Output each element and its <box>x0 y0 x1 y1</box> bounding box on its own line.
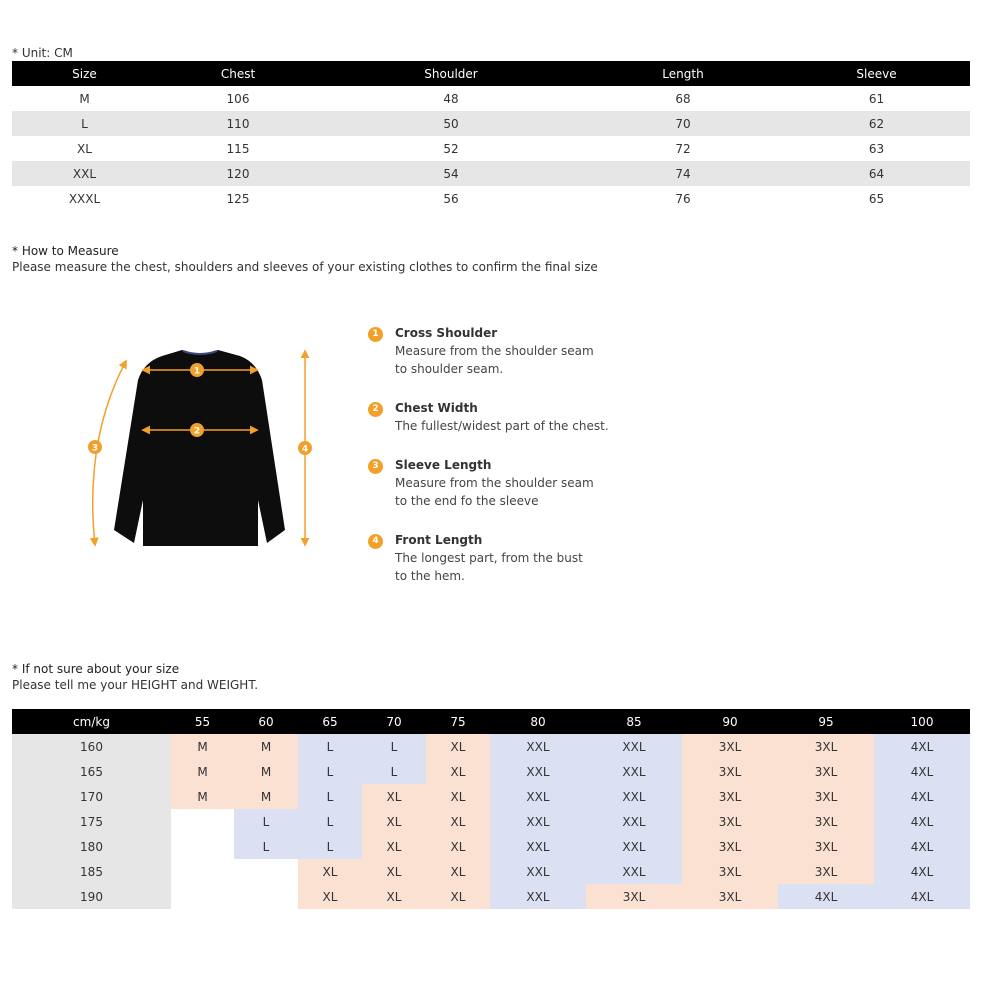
size-recommendation-cell: 3XL <box>778 859 874 884</box>
table-row <box>12 859 970 884</box>
size-recommendation-cell: XL <box>362 859 426 884</box>
header-sleeve: Sleeve <box>783 61 970 86</box>
size-help-description: Please tell me your HEIGHT and WEIGHT. <box>12 678 259 692</box>
cell-sleeve: 62 <box>783 111 970 136</box>
header-weight: 80 <box>490 709 586 734</box>
size-recommendation-cell: XXL <box>490 884 586 909</box>
size-recommendation-cell: L <box>362 734 426 759</box>
height-weight-table <box>12 709 970 909</box>
size-recommendation-cell: 4XL <box>874 734 970 759</box>
header-weight: 55 <box>171 709 234 734</box>
size-recommendation-cell: XL <box>426 809 490 834</box>
size-recommendation-cell: 3XL <box>778 809 874 834</box>
size-recommendation-cell: 3XL <box>778 734 874 759</box>
cell-size: L <box>12 111 157 136</box>
header-weight: 65 <box>298 709 362 734</box>
size-recommendation-cell: L <box>298 834 362 859</box>
cell-chest: 120 <box>157 161 319 186</box>
table-row <box>12 784 970 809</box>
size-recommendation-cell: 3XL <box>682 809 778 834</box>
size-recommendation-cell: XL <box>362 884 426 909</box>
height-cell: 185 <box>12 859 171 884</box>
size-recommendation-cell: XL <box>426 784 490 809</box>
cell-sleeve: 64 <box>783 161 970 186</box>
size-recommendation-cell: 4XL <box>874 809 970 834</box>
cell-size: XXL <box>12 161 157 186</box>
size-recommendation-cell: 4XL <box>874 834 970 859</box>
size-recommendation-cell: L <box>298 784 362 809</box>
how-to-measure-description: Please measure the chest, shoulders and sleeves of your existing clothes to confirm the final size <box>12 260 598 274</box>
size-recommendation-cell: XL <box>362 834 426 859</box>
cell-chest: 110 <box>157 111 319 136</box>
cell-chest: 106 <box>226 91 250 106</box>
size-recommendation-cell: XXL <box>586 809 682 834</box>
step-number-badge: 3 <box>368 459 383 474</box>
cell-chest: 115 <box>226 141 250 156</box>
size-recommendation-cell: L <box>234 834 298 859</box>
size-recommendation-cell: L <box>362 759 426 784</box>
header-shoulder: Shoulder <box>319 61 583 86</box>
size-recommendation-cell: M <box>234 734 298 759</box>
header-cm-kg: cm/kg <box>12 709 171 734</box>
cell-size: XL <box>77 141 92 156</box>
cell-length: 72 <box>675 141 691 156</box>
cell-size: XXXL <box>68 191 101 206</box>
step-front-length <box>366 531 626 585</box>
table-row <box>12 186 970 211</box>
size-recommendation-cell: M <box>171 784 234 809</box>
size-recommendation-cell: 4XL <box>874 784 970 809</box>
header-weight: 60 <box>234 709 298 734</box>
size-recommendation-cell: L <box>298 734 362 759</box>
step-description: Measure from the shoulder seam to the end fo the sleeve <box>395 476 594 508</box>
size-recommendation-cell: XL <box>426 734 490 759</box>
header-weight: 75 <box>426 709 490 734</box>
marker-3-label: 3 <box>91 443 99 454</box>
sweater-diagram-svg <box>80 340 320 555</box>
cell-sleeve: 65 <box>868 191 885 206</box>
size-recommendation-cell: XXL <box>490 859 586 884</box>
size-recommendation-cell: XL <box>362 809 426 834</box>
size-recommendation-cell: XXL <box>586 784 682 809</box>
cell-length: 70 <box>583 111 783 136</box>
size-recommendation-cell: 3XL <box>778 834 874 859</box>
size-recommendation-cell: 3XL <box>682 759 778 784</box>
cell-shoulder: 48 <box>443 91 459 106</box>
size-recommendation-cell: L <box>234 809 298 834</box>
size-recommendation-cell: 4XL <box>778 884 874 909</box>
header-weight: 90 <box>682 709 778 734</box>
step-title: Chest Width <box>395 401 478 415</box>
size-recommendation-cell: 3XL <box>586 884 682 909</box>
header-size: Size <box>12 61 157 86</box>
step-number-badge: 1 <box>368 327 383 342</box>
size-recommendation-cell <box>171 859 234 884</box>
size-recommendation-cell: 4XL <box>874 859 970 884</box>
size-recommendation-cell: XL <box>362 784 426 809</box>
size-recommendation-cell: XXL <box>586 859 682 884</box>
size-recommendation-cell: 3XL <box>682 784 778 809</box>
size-recommendation-cell: XL <box>298 859 362 884</box>
size-recommendation-cell: XL <box>298 884 362 909</box>
height-cell: 165 <box>12 759 171 784</box>
size-recommendation-cell: XL <box>426 759 490 784</box>
size-recommendation-cell: 4XL <box>874 759 970 784</box>
header-chest: Chest <box>157 61 319 86</box>
size-recommendation-cell: M <box>234 784 298 809</box>
step-title: Cross Shoulder <box>395 326 498 340</box>
size-recommendation-cell: XXL <box>586 734 682 759</box>
size-recommendation-cell: 3XL <box>778 784 874 809</box>
size-recommendation-cell: XXL <box>490 809 586 834</box>
size-recommendation-cell: XXL <box>490 834 586 859</box>
cell-shoulder: 50 <box>319 111 583 136</box>
table-row <box>12 86 970 111</box>
cell-shoulder: 52 <box>443 141 459 156</box>
cell-size: M <box>79 91 90 106</box>
height-cell: 180 <box>12 834 171 859</box>
size-recommendation-cell: M <box>171 759 234 784</box>
cell-chest: 125 <box>226 191 250 206</box>
marker-1-label: 1 <box>193 366 201 377</box>
table-row <box>12 111 970 136</box>
size-recommendation-cell: L <box>298 759 362 784</box>
step-description: Measure from the shoulder seam to shoulder seam. <box>395 344 594 376</box>
size-recommendation-cell <box>171 834 234 859</box>
marker-2-label: 2 <box>193 426 201 437</box>
height-cell: 160 <box>12 734 171 759</box>
step-description: The fullest/widest part of the chest. <box>395 419 609 433</box>
header-weight: 100 <box>874 709 970 734</box>
step-cross-shoulder <box>366 324 626 378</box>
cell-length: 68 <box>675 91 691 106</box>
table-row <box>12 834 970 859</box>
size-recommendation-cell: M <box>171 734 234 759</box>
size-recommendation-cell: XL <box>426 834 490 859</box>
size-recommendation-cell <box>234 859 298 884</box>
height-cell: 190 <box>12 884 171 909</box>
size-recommendation-cell <box>171 809 234 834</box>
size-recommendation-cell: XXL <box>490 759 586 784</box>
size-recommendation-cell: 4XL <box>874 884 970 909</box>
cell-length: 74 <box>583 161 783 186</box>
cell-sleeve: 61 <box>868 91 885 106</box>
size-recommendation-cell: M <box>234 759 298 784</box>
size-recommendation-cell: XL <box>426 884 490 909</box>
size-recommendation-cell: 3XL <box>778 759 874 784</box>
size-recommendation-cell: 3XL <box>682 834 778 859</box>
size-recommendation-cell: 3XL <box>682 859 778 884</box>
table-row <box>12 136 970 161</box>
cell-shoulder: 54 <box>319 161 583 186</box>
measure-steps-list <box>366 324 626 606</box>
sweater-icon <box>114 350 285 546</box>
size-chart-table <box>12 61 970 211</box>
size-recommendation-cell <box>171 884 234 909</box>
step-title: Front Length <box>395 533 483 547</box>
height-cell: 170 <box>12 784 171 809</box>
table-row <box>12 161 970 186</box>
cell-length: 76 <box>675 191 691 206</box>
size-recommendation-cell: XXL <box>586 834 682 859</box>
size-recommendation-cell: XXL <box>490 784 586 809</box>
cell-shoulder: 56 <box>443 191 459 206</box>
unit-label: * Unit: CM <box>12 46 73 60</box>
step-sleeve-length <box>366 456 626 510</box>
sweater-measure-diagram <box>80 340 320 555</box>
how-to-measure-title: * How to Measure <box>12 244 119 258</box>
height-cell: 175 <box>12 809 171 834</box>
step-number-badge: 4 <box>368 534 383 549</box>
size-recommendation-cell: 3XL <box>682 884 778 909</box>
height-weight-body <box>12 734 970 909</box>
size-recommendation-cell: 3XL <box>682 734 778 759</box>
table-row <box>12 809 970 834</box>
header-length: Length <box>583 61 783 86</box>
table-row <box>12 759 970 784</box>
header-weight: 95 <box>778 709 874 734</box>
height-weight-header-row <box>12 709 970 734</box>
step-description: The longest part, from the bust to the hem. <box>395 551 583 583</box>
size-recommendation-cell: L <box>298 809 362 834</box>
size-recommendation-cell: XXL <box>586 759 682 784</box>
size-chart-header-row <box>12 61 970 86</box>
cell-sleeve: 63 <box>868 141 885 156</box>
header-weight: 85 <box>586 709 682 734</box>
step-number-badge: 2 <box>368 402 383 417</box>
size-recommendation-cell: XL <box>426 859 490 884</box>
table-row <box>12 884 970 909</box>
step-title: Sleeve Length <box>395 458 492 472</box>
header-weight: 70 <box>362 709 426 734</box>
size-recommendation-cell: XXL <box>490 734 586 759</box>
table-row <box>12 734 970 759</box>
size-help-title: * If not sure about your size <box>12 662 180 676</box>
step-chest-width <box>366 399 626 435</box>
marker-4-label: 4 <box>301 444 309 455</box>
size-recommendation-cell <box>234 884 298 909</box>
